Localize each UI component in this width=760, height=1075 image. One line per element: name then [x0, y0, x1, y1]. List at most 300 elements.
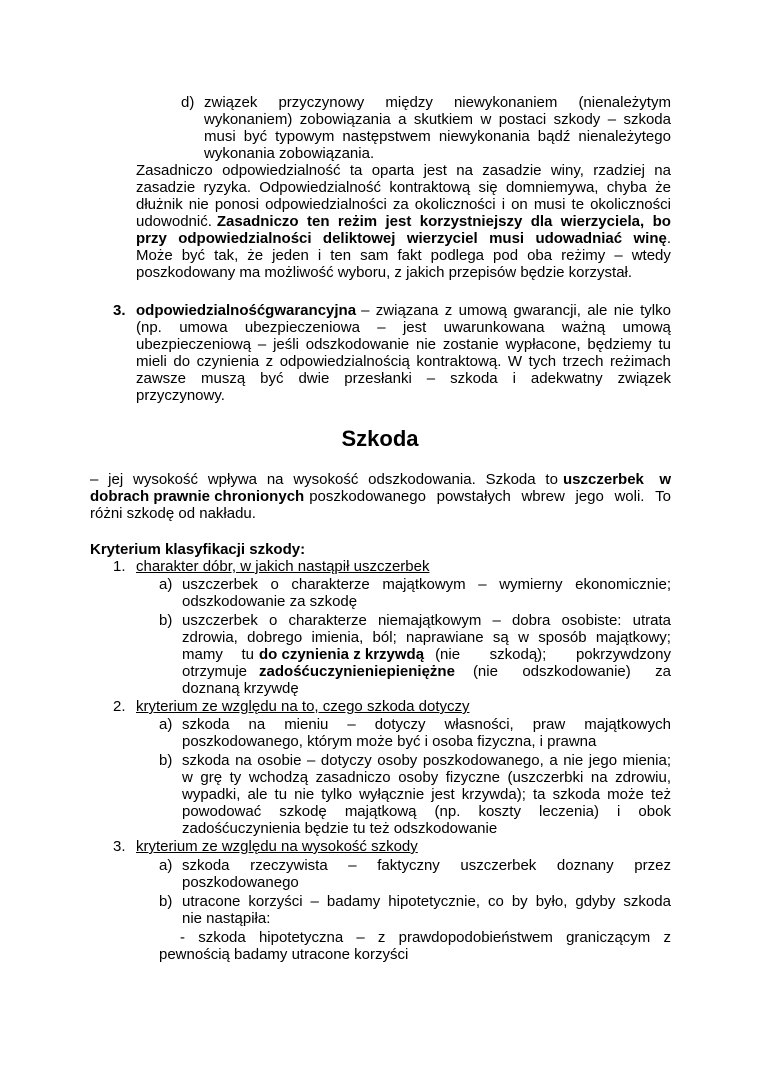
section-heading: Szkoda [341, 426, 419, 451]
word: charakterze [288, 612, 367, 629]
word: w [182, 769, 193, 786]
text-line [182, 646, 671, 663]
word: dla [530, 213, 553, 230]
word: co [488, 893, 504, 910]
word: typowym [275, 128, 335, 145]
word: powodować [182, 803, 262, 820]
word: szkoda [198, 929, 246, 946]
bold-text: dobrach prawnie chronionych [90, 488, 305, 505]
word: – [361, 302, 370, 319]
word: tu [274, 786, 288, 803]
word: umową [458, 302, 507, 319]
word: Może [136, 247, 173, 264]
word: uszczerbek [182, 576, 258, 593]
word: z [663, 929, 671, 946]
text-line [136, 230, 671, 247]
word: między [385, 94, 433, 111]
word: osoby [398, 769, 439, 786]
word: za [392, 196, 409, 213]
word: skutkiem [413, 111, 474, 128]
text-segment [182, 646, 254, 663]
word: pod [493, 247, 519, 264]
word: woli. [614, 488, 645, 505]
word: własności, [444, 716, 514, 733]
word: było, [535, 893, 568, 910]
word: prawdopodobieństwem [398, 929, 553, 946]
word: ten [330, 247, 352, 264]
word: uwarunkowana [443, 319, 545, 336]
text-segment: otrzymuje [182, 663, 248, 680]
word: musi [489, 230, 525, 247]
word: też [650, 786, 671, 803]
word: odpowiedzialności [178, 230, 312, 247]
word: bo [652, 213, 671, 230]
word: krzywda); [461, 786, 526, 803]
word: niewykonania [438, 128, 530, 145]
word: niemajątkowym [377, 612, 482, 629]
text-segment: . [666, 230, 671, 247]
word: tylko [640, 302, 671, 319]
word: ty [229, 769, 242, 786]
word: wpływa [207, 471, 258, 488]
word: korzystniejszy [419, 213, 523, 230]
word: powstałych [436, 488, 511, 505]
word: chyba [606, 179, 647, 196]
text-line: nie nastąpiła: [182, 910, 271, 927]
text-line [204, 94, 671, 111]
word: reżimy [561, 247, 606, 264]
bold-text [136, 230, 667, 247]
word: zasadzie [136, 179, 196, 196]
word: odszkodowania. [368, 471, 476, 488]
text-line [136, 247, 671, 264]
criterion-label: kryterium ze względu na wysokość szkody [136, 838, 418, 855]
word: – [257, 336, 267, 353]
word: faktyczny [377, 857, 440, 874]
word: rzeczywista [250, 857, 328, 874]
word: że [247, 247, 264, 264]
word: jej [108, 471, 124, 488]
word: uszczerbek [182, 612, 258, 629]
text-line [182, 576, 671, 593]
word: być [181, 247, 206, 264]
word: przyczynowy [278, 94, 365, 111]
word: imienia, [311, 629, 364, 646]
word: na [590, 769, 608, 786]
word: – [356, 929, 365, 946]
word: utrata [632, 612, 671, 629]
word: jest [402, 319, 427, 336]
word: oba [527, 247, 553, 264]
word: Szkoda [485, 471, 536, 488]
word: na [456, 162, 473, 179]
word: szkoda [182, 752, 230, 769]
word: a [549, 752, 558, 769]
word: za [655, 663, 671, 680]
word: praw [532, 716, 566, 733]
word: na [235, 752, 252, 769]
word: obok [638, 803, 671, 820]
word: wypłacone, [505, 336, 581, 353]
word: musi [533, 196, 566, 213]
word: (uszczerbki [507, 769, 584, 786]
word: – [478, 576, 487, 593]
word: mamy [182, 646, 223, 663]
word: majątkowych [584, 716, 671, 733]
text-line [182, 893, 671, 910]
word: odszkodowanie) [522, 663, 631, 680]
word: musi [204, 128, 236, 145]
word: sam [360, 247, 389, 264]
word: nie [563, 752, 584, 769]
word: wtedy [631, 247, 671, 264]
word: odpowiedzialnością [279, 353, 410, 370]
word: mienia; [622, 752, 671, 769]
word: niewykonaniem [453, 94, 558, 111]
word: koszty [478, 803, 521, 820]
word: mieli [136, 353, 167, 370]
word: się [478, 179, 498, 196]
word: i [317, 247, 322, 264]
word: majątkowy; [595, 629, 671, 646]
word: tu [658, 336, 671, 353]
word: i [501, 196, 506, 213]
word: hipotetyczna [258, 929, 344, 946]
text-line [182, 752, 671, 769]
word: zawsze [136, 370, 187, 387]
word: rzadziej [593, 162, 645, 179]
word: na [654, 162, 671, 179]
text-line [180, 929, 671, 946]
word: jest [431, 786, 455, 803]
word: odszkodowanie [305, 336, 410, 353]
list-number-1: 1. [113, 558, 126, 575]
word: muszą [201, 370, 246, 387]
word: zdrowia, [182, 629, 238, 646]
word: uszczerbek [460, 857, 537, 874]
word: ryzyka. [203, 179, 251, 196]
word: ale [587, 302, 608, 319]
word: – [614, 247, 623, 264]
word: mieniu [284, 716, 329, 733]
text-line [182, 857, 671, 874]
word: przy [136, 230, 167, 247]
word: szkoda [552, 786, 601, 803]
word: być [243, 128, 268, 145]
text-line [136, 213, 671, 230]
text-line [182, 803, 671, 820]
word: Odpowiedzialność [259, 179, 382, 196]
word: dobra [511, 612, 551, 629]
word: są [492, 629, 509, 646]
text-line: poszkodowany ma możliwość wyboru, z jakich przepisów będzie korzystał. [136, 264, 633, 281]
word: grę [200, 769, 223, 786]
list-marker-b: b) [159, 612, 173, 629]
word: te [571, 196, 585, 213]
text-line: doznaną krzywdę [182, 680, 299, 697]
word: ponosi [214, 196, 260, 213]
word: szkoda [450, 370, 498, 387]
text-line [136, 162, 671, 179]
list-marker-a: a) [159, 716, 173, 733]
word: wymierny [499, 576, 563, 593]
word: oparta [371, 162, 415, 179]
word: z [377, 929, 386, 946]
word: przesłanki [344, 370, 412, 387]
word: (np. [136, 319, 162, 336]
text-line [90, 471, 671, 488]
list-marker-d: d) [181, 94, 195, 111]
word: fizyczne [445, 769, 500, 786]
word: na [266, 471, 284, 488]
text-line [136, 179, 671, 196]
word: następstwem [342, 128, 431, 145]
word: wyłącznie [359, 786, 425, 803]
word: okoliczności [590, 196, 671, 213]
word: nie [188, 196, 209, 213]
word: ale [247, 786, 268, 803]
word: osobie [257, 752, 302, 769]
word: utracone [182, 893, 241, 910]
word: adekwatny [530, 370, 603, 387]
text-line [136, 196, 671, 213]
word: – [426, 370, 436, 387]
text-line: wykonania zobowiązania. [204, 145, 375, 162]
word: szkoda [182, 857, 230, 874]
criterion-label: kryterium ze względu na to, czego szkoda dotyczy [136, 698, 470, 715]
word: a [398, 111, 407, 128]
word: tu [241, 646, 254, 663]
word: umowa [179, 319, 228, 336]
word: deliktowej [322, 230, 396, 247]
text-line: pewnością badamy utracone korzyści [159, 946, 409, 963]
word: szkoda [182, 716, 230, 733]
word: szkody [553, 111, 601, 128]
word: gdyby [575, 893, 616, 910]
word: nie [294, 786, 315, 803]
word: w [480, 111, 492, 128]
criterion-label: charakter dóbr, w jakich nastąpił uszczerbek [136, 558, 430, 575]
word: W [507, 353, 523, 370]
text-line: zadośćuczynienia będzie tu też odszkodowanie [182, 820, 498, 837]
word: (nie [472, 663, 498, 680]
word: ubezpieczeniowa [244, 319, 360, 336]
text-line: różni szkodę od nakładu. [90, 505, 256, 522]
text-line [136, 319, 671, 336]
word: (nienależytym [578, 94, 671, 111]
text-line [182, 716, 671, 733]
word: – [347, 716, 356, 733]
word: winy, [550, 162, 584, 179]
word: zobowiązania [299, 111, 391, 128]
text-line [182, 786, 671, 803]
text-line [204, 128, 671, 145]
text-line [136, 302, 671, 319]
word: wchodzą [248, 769, 309, 786]
word: będziemy [587, 336, 652, 353]
word: nienależytego [578, 128, 671, 145]
word: tak, [214, 247, 239, 264]
word: – [307, 752, 316, 769]
word: uszczerbek [563, 471, 644, 488]
word: postaci [498, 111, 547, 128]
word: leczenia) [538, 803, 600, 820]
word: do [173, 353, 191, 370]
word: okoliczności [414, 196, 496, 213]
word: Zasadniczo [136, 162, 213, 179]
word: tych [528, 353, 557, 370]
word: dwie [298, 370, 330, 387]
word: wykonaniem) [204, 111, 293, 128]
word: – [90, 471, 99, 488]
word: on [511, 196, 528, 213]
text-segment [309, 488, 671, 505]
word: z [444, 302, 453, 319]
word: dobrego [247, 629, 303, 646]
text-line: odszkodowanie za szkodę [182, 593, 358, 610]
word: To [655, 488, 671, 505]
word: charakterze [291, 576, 370, 593]
text-segment [361, 302, 671, 319]
text-line: poszkodowanego, którym może być i osoba fizyczna, i prawna [182, 733, 597, 750]
word: – [607, 111, 617, 128]
word: poszkodowanego [309, 488, 426, 505]
word: ta [532, 786, 546, 803]
word: jeśli [273, 336, 299, 353]
word: zostanie [442, 336, 499, 353]
word: i [512, 370, 516, 387]
word: i [617, 803, 621, 820]
word: osoby [377, 752, 418, 769]
word: przez [634, 857, 671, 874]
text-segment [90, 471, 558, 488]
text-line [182, 663, 671, 680]
word: wierzyciel [406, 230, 478, 247]
word: majątkowym [382, 576, 466, 593]
word: winę [633, 230, 667, 247]
word: - [180, 929, 185, 946]
word: zdrowiu, [615, 769, 671, 786]
word: nie [415, 336, 437, 353]
word: wypadki, [182, 786, 241, 803]
list-marker-b: b) [159, 893, 173, 910]
text-line [182, 612, 671, 629]
word: – [492, 612, 501, 629]
word: jego [588, 752, 618, 769]
word: jego [575, 488, 604, 505]
word: reżimach [610, 353, 671, 370]
text-line: przyczynowy. [136, 387, 225, 404]
word: graniczącym [566, 929, 651, 946]
word: jeden [272, 247, 309, 264]
word: szkoda [623, 893, 671, 910]
word: by [511, 893, 528, 910]
text-line [90, 488, 671, 505]
word: reżim [337, 213, 378, 230]
word: badamy [326, 893, 381, 910]
bold-text: do czynienia z krzywdą [259, 646, 425, 663]
word: gwarancji, [513, 302, 581, 319]
word: o [270, 576, 279, 593]
word: – [348, 857, 357, 874]
word: z [265, 353, 274, 370]
word: ubezpieczeniową [136, 336, 252, 353]
word: doznany [556, 857, 614, 874]
word: nie [613, 302, 634, 319]
word: zasadniczo [315, 769, 391, 786]
word: związek [204, 94, 258, 111]
text-segment [467, 663, 671, 680]
word: ta [349, 162, 363, 179]
word: zasadzie [482, 162, 542, 179]
word: bądź [537, 128, 571, 145]
bold-text: odpowiedzialnośćgwarancyjna [136, 302, 357, 319]
word: ból; [372, 629, 397, 646]
criteria-title: Kryterium klasyfikacji szkody: [90, 541, 306, 558]
word: może [607, 786, 644, 803]
word: hipotetycznie, [388, 893, 480, 910]
bold-text [563, 471, 671, 488]
word: czynienia [196, 353, 260, 370]
text-segment: udowodnić. [136, 213, 212, 230]
word: Zasadniczo [216, 213, 299, 230]
list-number-2: 2. [113, 698, 126, 715]
text-line [136, 370, 671, 387]
word: ważną [561, 319, 606, 336]
text-line [204, 111, 671, 128]
word: naprawiane [406, 629, 484, 646]
word: o [269, 612, 278, 629]
word: wbrew [521, 488, 565, 505]
word: tylko [321, 786, 353, 803]
list-marker-a: a) [159, 857, 173, 874]
text-line: poszkodowanego [182, 874, 299, 891]
word: ekonomicznie; [575, 576, 671, 593]
word: – [377, 319, 386, 336]
word: dotyczy [374, 716, 426, 733]
word: jest [423, 162, 447, 179]
word: poszkodowanego, [422, 752, 544, 769]
bold-text [217, 213, 671, 230]
word: szkodę [279, 803, 327, 820]
word: szkodą); [489, 646, 547, 663]
word: to [545, 471, 558, 488]
word: pokrzywdzony [575, 646, 671, 663]
list-marker-a: a) [159, 576, 173, 593]
text-line [182, 769, 671, 786]
word: osobiste: [561, 612, 622, 629]
word: (nie [435, 646, 461, 663]
text-line [136, 353, 671, 370]
word: związek [617, 370, 671, 387]
list-marker-b: b) [159, 752, 173, 769]
word: – [310, 893, 319, 910]
word: korzyści [248, 893, 303, 910]
word: odpowiedzialności [265, 196, 387, 213]
bold-text: zadośćuczynieniepieniężne [259, 663, 455, 680]
word: szkoda [623, 111, 671, 128]
word: jest [385, 213, 412, 230]
text-line [182, 629, 671, 646]
word: wierzyciela, [560, 213, 645, 230]
word: odpowiedzialność [222, 162, 341, 179]
word: w [518, 629, 529, 646]
word: udowadniać [535, 230, 623, 247]
word: fakt [397, 247, 422, 264]
word: kontraktową [389, 179, 471, 196]
word: być [260, 370, 284, 387]
text-segment [429, 646, 671, 663]
